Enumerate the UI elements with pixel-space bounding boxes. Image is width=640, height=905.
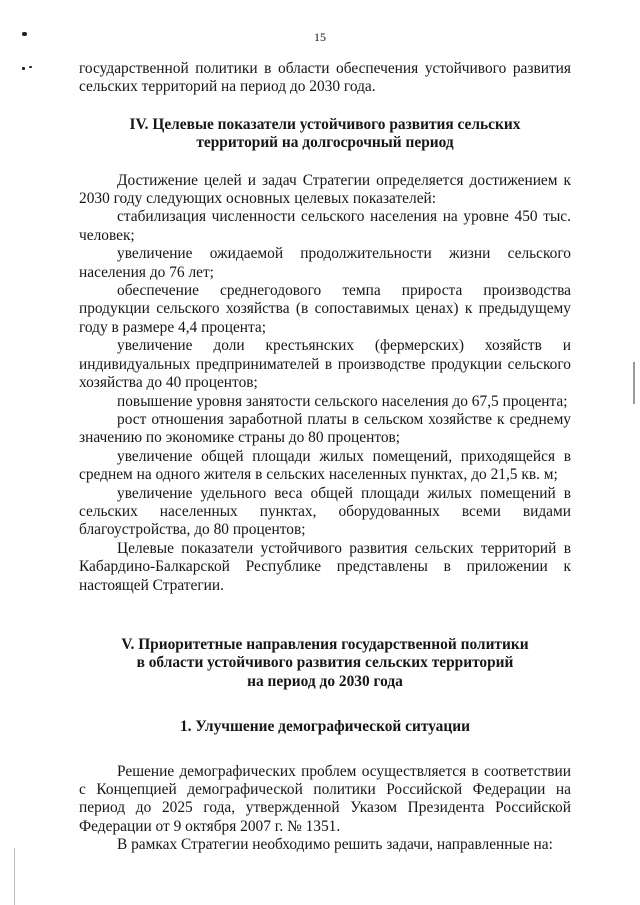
scan-speck <box>29 66 32 68</box>
list-item-target: увеличение общей площади жилых помещений, приходящейся в среднем на одного жителя в сельских населенных пунктах, до 21,5 кв. м; <box>79 447 571 484</box>
section-heading-4 <box>79 116 571 153</box>
list-item-target: обеспечение среднегодового темпа прироста производства продукции сельского хозяйства (в сопоставимых ценах) к предыдущему году в размере 4,4 процента; <box>79 282 571 336</box>
page-number: 15 <box>314 30 326 44</box>
paragraph-targets-intro: Достижение целей и задач Стратегии определяется достижением к 2030 году следующих основных целевых показателей: <box>79 171 571 208</box>
paragraph-intro-continuation: государственной политики в области обеспечения устойчивого развития сельских территорий на период до 2030 года. <box>79 60 571 96</box>
scan-edge-mark <box>14 848 15 905</box>
list-item-target: рост отношения заработной платы в сельском хозяйстве к среднему значению по экономике страны до 80 процентов; <box>79 410 571 447</box>
paragraph-tasks-intro: В рамках Стратегии необходимо решить задачи, направленные на: <box>117 836 553 854</box>
list-item-target: повышение уровня занятости сельского населения до 67,5 процента; <box>117 392 568 410</box>
subsection-heading: 1. Улучшение демографической ситуации <box>179 718 470 736</box>
section-heading-line: территорий на долгосрочный период <box>196 134 454 152</box>
section-heading-line: на период до 2030 года <box>247 672 403 690</box>
paragraph-demography-concept: Решение демографических проблем осуществляется в соответствии с Концепцией демографической политики Российской Федерации на период до 2025 года, утвержденной Указом Президента Российской Федерации от 9 октября 2007 г. № 1351. <box>79 762 571 835</box>
section-heading-line: в области устойчивого развития сельских территорий <box>136 654 514 672</box>
list-item-target: увеличение ожидаемой продолжительности жизни сельского населения до 76 лет; <box>79 245 571 281</box>
paragraph-appendix-note: Целевые показатели устойчивого развития сельских территорий в Кабардино-Балкарской Республике представлены в приложении к настоящей Стратегии. <box>79 539 571 594</box>
list-item-target: стабилизация численности сельского населения на уровне 450 тыс. человек; <box>79 208 571 244</box>
scan-edge-mark <box>633 362 635 404</box>
section-heading-line: IV. Целевые показатели устойчивого развития сельских <box>129 115 521 133</box>
list-item-target: увеличение удельного веса общей площади жилых помещений в сельских населенных пунктах, оборудованных всеми видами благоустройства, до 80 процентов; <box>79 484 571 539</box>
document-body <box>79 60 571 855</box>
list-item-target: увеличение доли крестьянских (фермерских) хозяйств и индивидуальных предпринимателей в производстве продукции сельского хозяйства до 40 процентов; <box>79 337 571 392</box>
section-heading-line: V. Приоритетные направления государственной политики <box>121 635 529 653</box>
section-heading-5 <box>79 636 571 691</box>
scan-speck <box>22 67 25 70</box>
